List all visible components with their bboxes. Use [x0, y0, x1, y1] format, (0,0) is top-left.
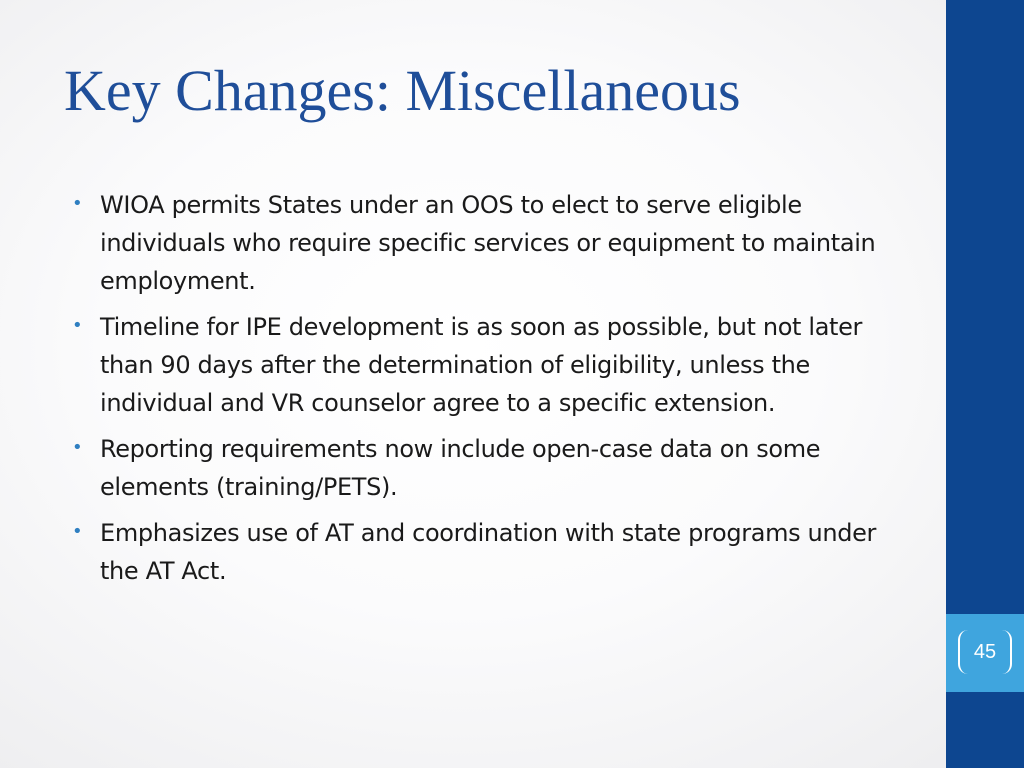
bullet-item — [72, 186, 902, 300]
bullet-text: Emphasizes use of AT and coordination with state programs under the AT Act. — [100, 519, 877, 585]
bullet-item — [72, 514, 902, 590]
bullet-dot-icon: • — [72, 521, 83, 542]
bullet-item — [72, 308, 902, 422]
slide-title: Key Changes: Miscellaneous — [64, 58, 741, 123]
bullet-dot-icon: • — [72, 437, 83, 458]
bullet-item — [72, 430, 902, 506]
bullet-list — [72, 186, 902, 598]
bullet-text: WIOA permits States under an OOS to elect to serve eligible individuals who require specific services or equipment to maintain employment. — [100, 191, 876, 295]
bullet-dot-icon: • — [72, 315, 83, 336]
bullet-text: Timeline for IPE development is as soon as possible, but not later than 90 days after the determination of eligibility, unless the individual and VR counselor agree to a specific extension. — [100, 313, 863, 417]
page-number-box — [946, 614, 1024, 692]
bullet-text: Reporting requirements now include open-case data on some elements (training/PETS). — [100, 435, 821, 501]
bullet-dot-icon: • — [72, 193, 83, 214]
page-number: 45 — [973, 641, 997, 663]
